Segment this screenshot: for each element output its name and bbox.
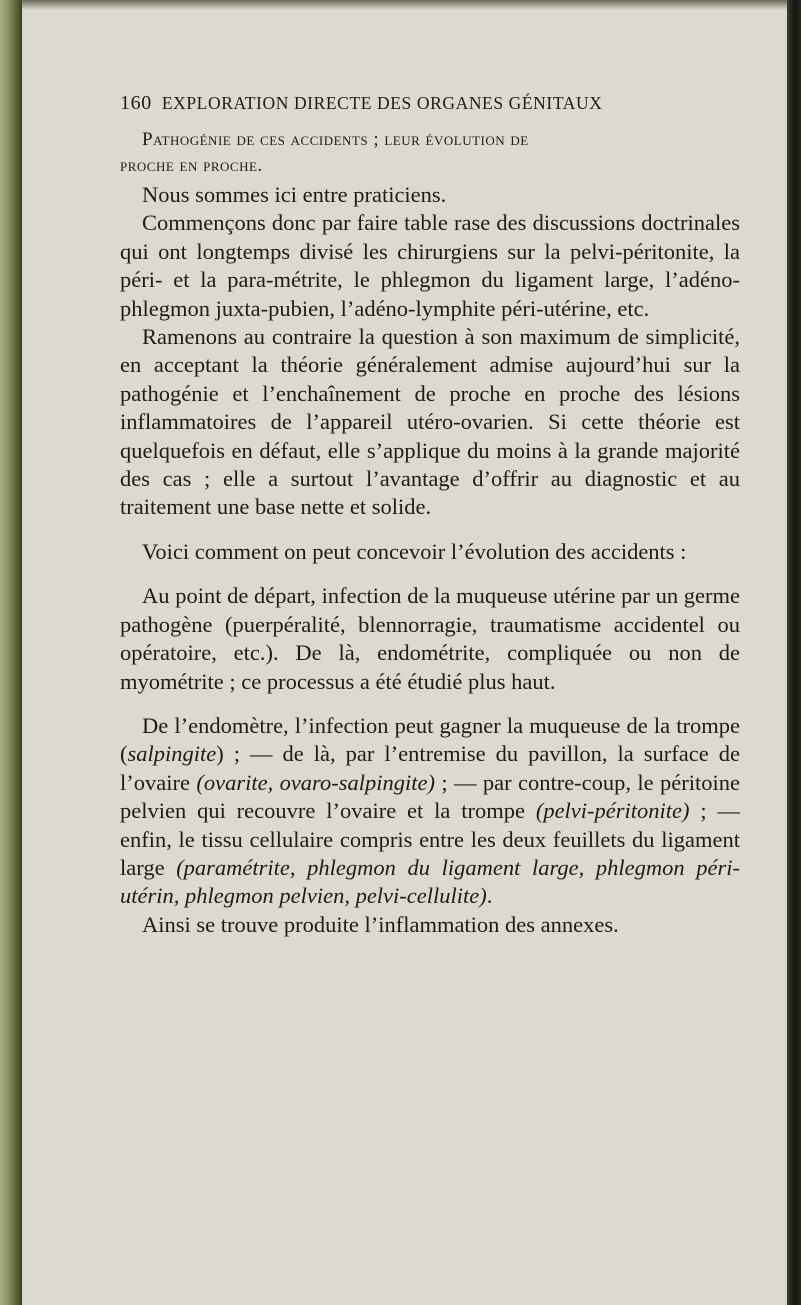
p6-text-4: ; — enfin, le tissu cellulaire compris entre les deux feuillets du ligament large <box>120 798 740 880</box>
p6-text-5: . <box>486 883 493 909</box>
section-heading-line2: proche en proche. <box>120 155 263 176</box>
paragraph-7: Ainsi se trouve produite l’inflammation des annexes. <box>142 911 619 937</box>
p6-italic-salpingite: salpingite <box>127 741 217 767</box>
paragraph-4: Voici comment on peut concevoir l’évolution des accidents : <box>142 538 687 564</box>
paragraph-2: Commençons donc par faire table rase des discussions doctrinales qui ont longtemps divisé les chirurgiens sur la pelvi-péritonite, la péri- et la para-métrite, le phlegmon du ligament large, l’adéno-phlegmon juxta-pubien, l’adéno-lymphite péri-utérine, etc. <box>120 210 740 321</box>
paragraph-3: Ramenons au contraire la question à son maximum de simplicité, en acceptant la théorie généralement admise aujourd’hui sur la pathogénie et l’enchaînement de proche en proche des lésions inflammatoires de l’appareil utéro-ovarien. Si cette théorie est quelquefois en défaut, elle s’applique du moins à la grande majorité des cas ; elle a surtout l’avantage d’offrir au diagnostic et au traitement une base nette et solide. <box>120 324 740 520</box>
p6-text-1: De l’endomètre, l’infection peut gagner la muqueuse de la trompe ( <box>120 712 740 767</box>
page-binding-left <box>0 0 22 1305</box>
paragraph-gap <box>120 696 740 712</box>
p6-italic-pelvi-peritonite: (pelvi-péritonite) <box>535 798 690 824</box>
p6-italic-parametrite: (paramétrite, phlegmon du ligament large, phlegmon péri-utérin, phlegmon pelvien, pelvi-cellulite) <box>120 854 740 909</box>
paragraph-1: Nous sommes ici entre praticiens. <box>142 182 447 207</box>
page-binding-right <box>787 0 801 1305</box>
running-title: EXPLORATION DIRECTE DES ORGANES GÉNITAUX <box>161 93 603 113</box>
paragraph-6 <box>120 712 740 911</box>
paragraph-gap <box>120 566 740 582</box>
running-header <box>120 92 740 115</box>
p6-text-2: ) ; — de là, par l’entremise du pavillon, la surface de l’ovaire <box>120 741 740 795</box>
p6-text-3: ; — par contre-coup, le péritoine pelvien qui recouvre l’ovaire et la trompe <box>120 769 740 824</box>
paragraph-5: Au point de départ, infection de la muqueuse utérine par un germe pathogène (puerpéralité, blennorragie, traumatisme accidentel ou opératoire, etc.). De là, endométrite, compliquée ou non de myométrite ; ce processus a été étudié plus haut. <box>120 583 740 694</box>
page-content <box>120 92 740 939</box>
p6-italic-ovarite: (ovarite, ovaro-salpingite) <box>196 769 435 795</box>
section-heading <box>120 127 740 179</box>
paragraph-gap <box>120 522 740 538</box>
section-heading-line1: Pathogénie de ces accidents ; leur évolution de <box>142 129 529 150</box>
top-shadow <box>22 0 787 10</box>
page-number: 160 <box>120 92 152 114</box>
